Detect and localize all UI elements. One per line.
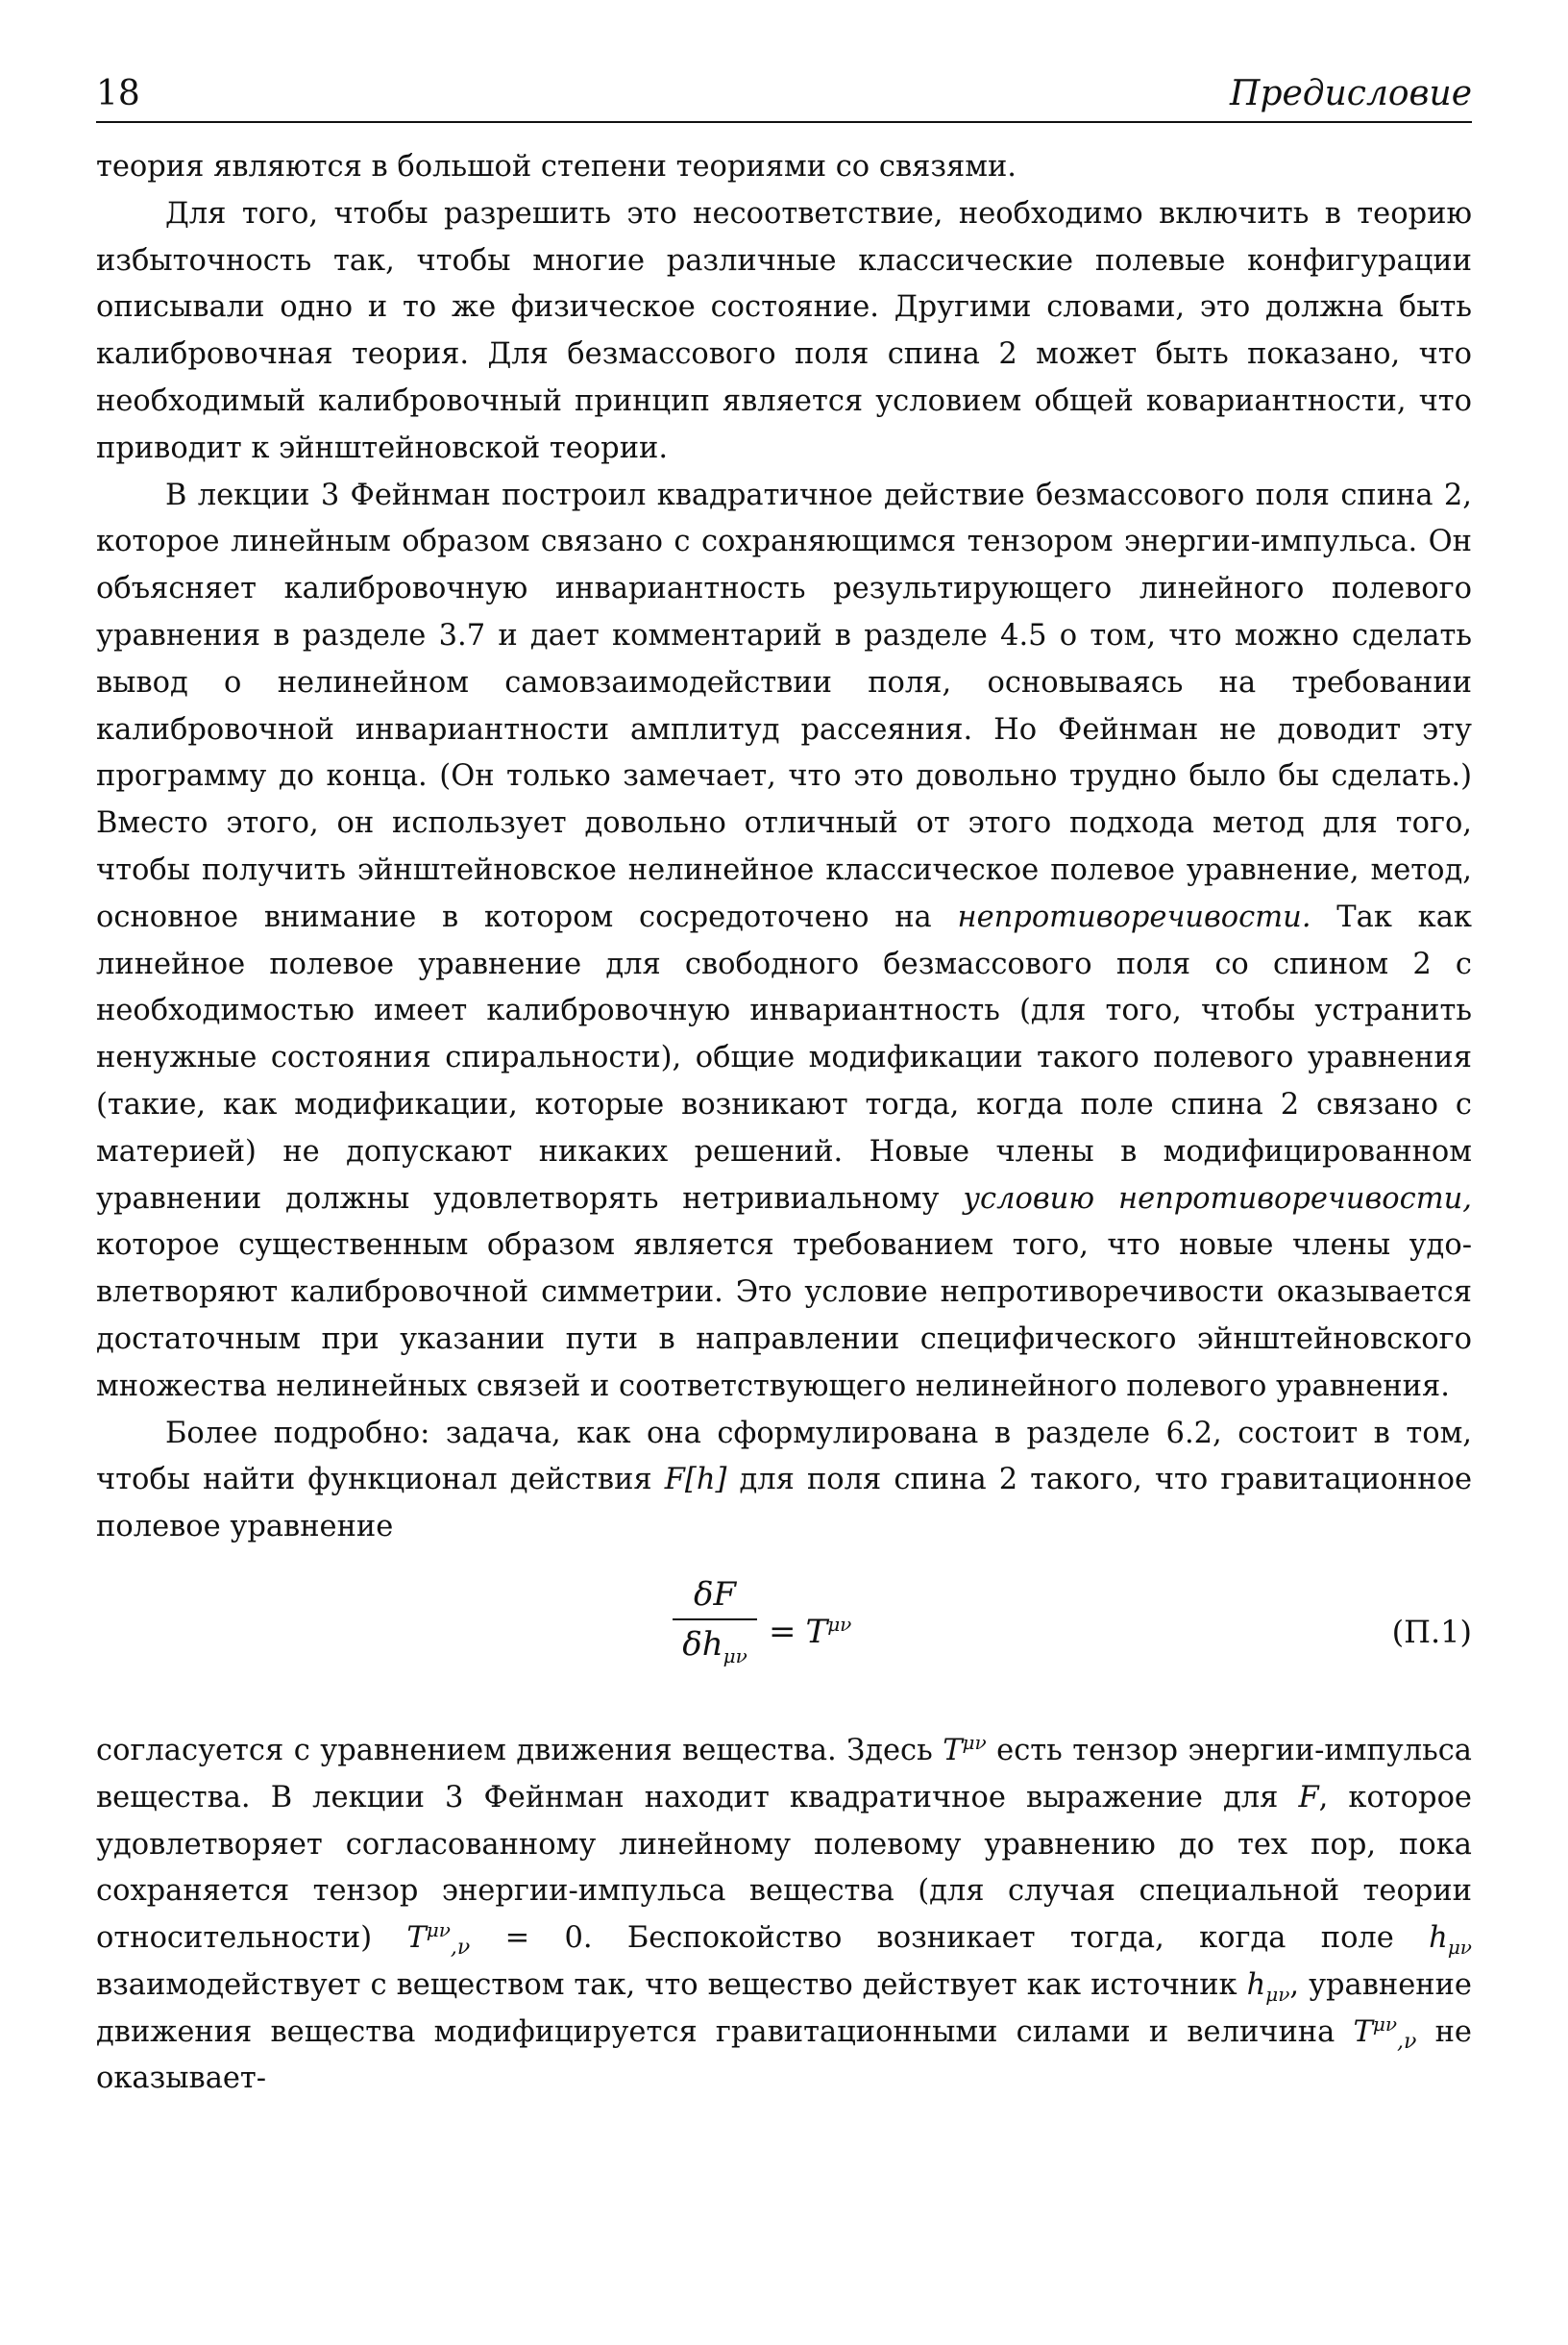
equation-p1 — [96, 1561, 1472, 1724]
equation-numerator: δF — [693, 1574, 737, 1614]
math-F: F — [1298, 1780, 1319, 1814]
math-comma-nu: ,ν — [450, 1936, 471, 1961]
paragraph-continuation: теория являются в большой степени теориями со связями. — [96, 150, 1017, 184]
paragraph-text: которое существенным образом является требованием того, что новые члены удовлетворяют калибровочной симметрии. Это условие непротиворечивости оказывается достаточным при указании пути в направлении специфического эйнштейновского множества нелинейных связей и соответствующего нелинейного полевого уравнения. — [96, 1228, 1472, 1403]
page-header — [96, 74, 1472, 123]
math-T-sup: μν — [962, 1730, 987, 1754]
paragraph-text: согласуется с уравнением движения вещества. Здесь — [96, 1733, 933, 1767]
denominator-subscript: μν — [723, 1643, 747, 1667]
equals-sign: = — [769, 1612, 796, 1651]
math-T-sup: μν — [426, 1917, 451, 1941]
paragraph-text: взаимодействует с веществом так, что вещество действует как источник — [96, 1967, 1237, 2002]
running-title: Предисловие — [1230, 74, 1472, 113]
math-h: h — [1429, 1921, 1448, 1956]
document-page — [96, 74, 1472, 2103]
equation-fraction — [673, 1574, 757, 1665]
emphasis-consistency: непротиворечивости. — [957, 900, 1311, 934]
math-T: T — [406, 1921, 427, 1956]
paragraph-text: , которое удовлетворяет согласованному линейному полевому уравнению до тех пор, пока сохраняется тензор энергии-импульса вещества (для случая специальной теории относительности) — [96, 1780, 1472, 1956]
page-body — [96, 144, 1472, 2103]
paragraph-text: для поля спина 2 такого, что гравитационное полевое уравнение — [96, 1463, 1472, 1544]
paragraph-energy-momentum — [96, 1728, 1472, 2103]
paragraph-text: , уравнение движения вещества модифицируется гравитационными силами и величина — [96, 1967, 1472, 2049]
paragraph-action-functional — [96, 1411, 1472, 1551]
math-comma-nu: ,ν — [1397, 2029, 1417, 2054]
paragraph-gauge-redundancy: Для того, чтобы разрешить это несоответствие, необходимо включить в теорию избыточность так, чтобы многие различные классические полевые конфигурации описывали одно и то же физическое состояние. Другими словами, это должна быть калибровочная теория. Для безмассового поля спина 2 может быть показано, что необходимый калибровочный принцип является условием общей ковариантности, что приводит к эйнштейновской теории. — [96, 196, 1472, 465]
math-T: T — [1353, 2014, 1373, 2049]
math-T-sup: μν — [1372, 2012, 1398, 2036]
page-number: 18 — [96, 74, 140, 113]
paragraph-text: = 0. Беспокойство возникает тогда, когда поле — [504, 1921, 1394, 1956]
math-T: T — [943, 1733, 963, 1767]
equation-denominator — [682, 1620, 747, 1665]
paragraph-text: есть тензор энергии-импульса вещества. В лекции 3 Фейнман находит квадратичное выражение для — [96, 1733, 1472, 1814]
rhs-base: T — [805, 1612, 828, 1651]
paragraph-text: Более подробно: задача, как она сформулирована в разделе 6.2, состоит в том, чтобы найти функционал действия — [96, 1416, 1472, 1497]
paragraph-feynman-lecture-3 — [96, 473, 1472, 1411]
equation-rhs — [769, 1609, 851, 1656]
math-h: h — [1246, 1967, 1266, 2002]
paragraph-text: Так как линейное полевое уравнение для свободного безмассового поля со спином 2 с необходимостью имеет калибровочную инвариантность (для того, чтобы устранить ненужные состояния спиральности), общие модификации такого полевого уравнения (такие, как модификации, которые возникают тогда, когда поле спина 2 связано с материей) не допускают никаких решений. Новые члены в модифицированном уравнении должны удовлетворять нетривиальному — [96, 900, 1472, 1216]
denominator-base: δh — [682, 1624, 723, 1664]
emphasis-consistency-condition: условию непротиворечивости, — [963, 1181, 1472, 1216]
paragraph-text: В лекции 3 Фейнман построил квадратичное действие безмассового поля спина 2, которое линейным образом связано с сохраняющимся тензором энергии-импульса. Он объясняет калибровочную инвариантность результирующего линейного полевого уравнения в разделе 3.7 и дает комментарий в разделе 4.5 о том, что можно сделать вывод о нелинейном самовзаимодействии поля, основываясь на требовании калибровочной инвариантности амплитуд рассеяния. Но Фейнман не доводит эту программу до конца. (Он только замечает, что это довольно трудно было бы сделать.) Вместо этого, он использует довольно отличный от этого подхода метод для того, чтобы получить эйнштейновское нелинейное классическое полевое уравнение, метод, основное внимание в котором сосредоточено на — [96, 478, 1472, 934]
equation-number: (П.1) — [1391, 1613, 1472, 1650]
math-action-functional: F[h] — [664, 1463, 727, 1497]
math-h-sub: μν — [1265, 1982, 1290, 2006]
math-h-sub: μν — [1447, 1936, 1472, 1960]
rhs-superscript: μν — [827, 1612, 852, 1636]
paragraph-text: не оказывает- — [96, 2014, 1472, 2096]
